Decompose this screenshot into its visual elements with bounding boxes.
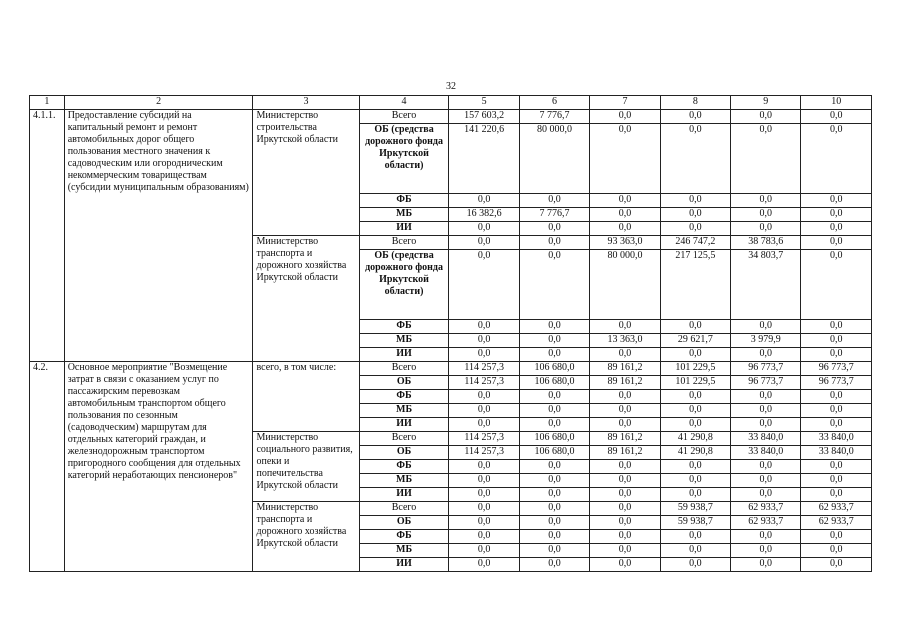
amount-cell: 0,0 bbox=[449, 194, 519, 208]
header-row bbox=[30, 96, 872, 110]
amount-cell: 62 933,7 bbox=[731, 502, 801, 516]
amount-cell: 96 773,7 bbox=[801, 376, 872, 390]
amount-cell: 0,0 bbox=[731, 558, 801, 572]
header-cell: 1 bbox=[30, 96, 65, 110]
amount-cell: 0,0 bbox=[449, 250, 519, 320]
amount-cell: 0,0 bbox=[660, 474, 730, 488]
amount-cell: 0,0 bbox=[731, 390, 801, 404]
amount-cell: 0,0 bbox=[590, 488, 660, 502]
amount-cell: 0,0 bbox=[519, 320, 589, 334]
funding-source: ФБ bbox=[359, 194, 449, 208]
amount-cell: 217 125,5 bbox=[660, 250, 730, 320]
amount-cell: 0,0 bbox=[449, 460, 519, 474]
amount-cell: 0,0 bbox=[801, 488, 872, 502]
amount-cell: 114 257,3 bbox=[449, 446, 519, 460]
funding-source: МБ bbox=[359, 334, 449, 348]
amount-cell: 0,0 bbox=[731, 544, 801, 558]
amount-cell: 0,0 bbox=[590, 404, 660, 418]
funding-source: Всего bbox=[359, 502, 449, 516]
amount-cell: 33 840,0 bbox=[801, 432, 872, 446]
amount-cell: 0,0 bbox=[449, 558, 519, 572]
amount-cell: 0,0 bbox=[731, 488, 801, 502]
amount-cell: 0,0 bbox=[731, 474, 801, 488]
amount-cell: 0,0 bbox=[519, 558, 589, 572]
amount-cell: 0,0 bbox=[449, 404, 519, 418]
amount-cell: 0,0 bbox=[449, 530, 519, 544]
amount-cell: 0,0 bbox=[801, 110, 872, 124]
amount-cell: 0,0 bbox=[801, 124, 872, 194]
amount-cell: 59 938,7 bbox=[660, 502, 730, 516]
amount-cell: 0,0 bbox=[660, 390, 730, 404]
amount-cell: 0,0 bbox=[660, 124, 730, 194]
amount-cell: 7 776,7 bbox=[519, 110, 589, 124]
amount-cell: 0,0 bbox=[449, 418, 519, 432]
amount-cell: 0,0 bbox=[519, 544, 589, 558]
amount-cell: 0,0 bbox=[660, 530, 730, 544]
amount-cell: 0,0 bbox=[519, 418, 589, 432]
funding-source: Всего bbox=[359, 432, 449, 446]
amount-cell: 34 803,7 bbox=[731, 250, 801, 320]
header-cell: 10 bbox=[801, 96, 872, 110]
funding-source: ОБ bbox=[359, 446, 449, 460]
amount-cell: 0,0 bbox=[731, 460, 801, 474]
amount-cell: 0,0 bbox=[660, 404, 730, 418]
header-cell: 2 bbox=[64, 96, 253, 110]
amount-cell: 38 783,6 bbox=[731, 236, 801, 250]
amount-cell: 0,0 bbox=[519, 250, 589, 320]
header-cell: 9 bbox=[731, 96, 801, 110]
amount-cell: 101 229,5 bbox=[660, 362, 730, 376]
amount-cell: 62 933,7 bbox=[801, 502, 872, 516]
amount-cell: 0,0 bbox=[449, 334, 519, 348]
amount-cell: 0,0 bbox=[519, 488, 589, 502]
amount-cell: 0,0 bbox=[590, 348, 660, 362]
amount-cell: 0,0 bbox=[519, 460, 589, 474]
amount-cell: 0,0 bbox=[590, 320, 660, 334]
funding-source: МБ bbox=[359, 404, 449, 418]
amount-cell: 0,0 bbox=[801, 208, 872, 222]
amount-cell: 0,0 bbox=[449, 236, 519, 250]
funding-source: ОБ (средства дорожного фонда Иркутской области) bbox=[359, 250, 449, 320]
amount-cell: 106 680,0 bbox=[519, 376, 589, 390]
amount-cell: 157 603,2 bbox=[449, 110, 519, 124]
amount-cell: 93 363,0 bbox=[590, 236, 660, 250]
amount-cell: 0,0 bbox=[731, 320, 801, 334]
activity-code: 4.2. bbox=[30, 362, 65, 572]
amount-cell: 0,0 bbox=[731, 124, 801, 194]
header-cell: 5 bbox=[449, 96, 519, 110]
funding-source: МБ bbox=[359, 544, 449, 558]
amount-cell: 3 979,9 bbox=[731, 334, 801, 348]
amount-cell: 13 363,0 bbox=[590, 334, 660, 348]
amount-cell: 96 773,7 bbox=[801, 362, 872, 376]
amount-cell: 7 776,7 bbox=[519, 208, 589, 222]
amount-cell: 0,0 bbox=[731, 404, 801, 418]
budget-table bbox=[29, 95, 872, 572]
amount-cell: 0,0 bbox=[590, 208, 660, 222]
amount-cell: 0,0 bbox=[449, 390, 519, 404]
amount-cell: 0,0 bbox=[801, 320, 872, 334]
funding-source: ОБ (средства дорожного фонда Иркутской области) bbox=[359, 124, 449, 194]
amount-cell: 0,0 bbox=[590, 124, 660, 194]
amount-cell: 0,0 bbox=[801, 194, 872, 208]
amount-cell: 0,0 bbox=[660, 460, 730, 474]
amount-cell: 0,0 bbox=[590, 544, 660, 558]
executor-name: Министерство социального развития, опеки и попечительства Иркутской области bbox=[253, 432, 359, 502]
amount-cell: 0,0 bbox=[519, 516, 589, 530]
table-row bbox=[30, 110, 872, 124]
amount-cell: 114 257,3 bbox=[449, 432, 519, 446]
page-number: 32 bbox=[446, 81, 456, 92]
amount-cell: 114 257,3 bbox=[449, 362, 519, 376]
amount-cell: 0,0 bbox=[731, 110, 801, 124]
amount-cell: 114 257,3 bbox=[449, 376, 519, 390]
funding-source: ИИ bbox=[359, 222, 449, 236]
amount-cell: 0,0 bbox=[519, 236, 589, 250]
amount-cell: 246 747,2 bbox=[660, 236, 730, 250]
header-cell: 4 bbox=[359, 96, 449, 110]
table-body bbox=[30, 110, 872, 572]
amount-cell: 89 161,2 bbox=[590, 446, 660, 460]
amount-cell: 0,0 bbox=[590, 558, 660, 572]
amount-cell: 0,0 bbox=[801, 558, 872, 572]
amount-cell: 0,0 bbox=[590, 222, 660, 236]
amount-cell: 62 933,7 bbox=[731, 516, 801, 530]
amount-cell: 0,0 bbox=[731, 418, 801, 432]
amount-cell: 0,0 bbox=[801, 348, 872, 362]
amount-cell: 0,0 bbox=[660, 418, 730, 432]
amount-cell: 0,0 bbox=[660, 558, 730, 572]
table-row bbox=[30, 362, 872, 376]
header-cell: 3 bbox=[253, 96, 359, 110]
funding-source: МБ bbox=[359, 208, 449, 222]
amount-cell: 0,0 bbox=[590, 110, 660, 124]
funding-source: Всего bbox=[359, 110, 449, 124]
funding-source: Всего bbox=[359, 236, 449, 250]
executor-name: Министерство транспорта и дорожного хозяйства Иркутской области bbox=[253, 502, 359, 572]
amount-cell: 0,0 bbox=[801, 530, 872, 544]
amount-cell: 141 220,6 bbox=[449, 124, 519, 194]
funding-source: ФБ bbox=[359, 320, 449, 334]
amount-cell: 0,0 bbox=[449, 348, 519, 362]
amount-cell: 0,0 bbox=[731, 194, 801, 208]
activity-name: Основное мероприятие "Возмещение затрат в связи с оказанием услуг по пассажирским перевозкам автомобильным транспортом общего пользования по сезонным (садоводческим) маршрутам для отдельных категорий граждан, и железнодорожным транспортом пригородного сообщения для отдельных категорий неработающих пенсионеров" bbox=[64, 362, 253, 572]
amount-cell: 41 290,8 bbox=[660, 432, 730, 446]
amount-cell: 89 161,2 bbox=[590, 432, 660, 446]
funding-source: ФБ bbox=[359, 460, 449, 474]
amount-cell: 0,0 bbox=[519, 334, 589, 348]
executor-name: Министерство транспорта и дорожного хозяйства Иркутской области bbox=[253, 236, 359, 362]
amount-cell: 89 161,2 bbox=[590, 376, 660, 390]
amount-cell: 0,0 bbox=[731, 530, 801, 544]
amount-cell: 101 229,5 bbox=[660, 376, 730, 390]
amount-cell: 0,0 bbox=[449, 488, 519, 502]
amount-cell: 41 290,8 bbox=[660, 446, 730, 460]
amount-cell: 0,0 bbox=[519, 222, 589, 236]
funding-source: ИИ bbox=[359, 488, 449, 502]
amount-cell: 0,0 bbox=[731, 222, 801, 236]
amount-cell: 0,0 bbox=[660, 222, 730, 236]
funding-source: ФБ bbox=[359, 390, 449, 404]
amount-cell: 89 161,2 bbox=[590, 362, 660, 376]
executor-name: всего, в том числе: bbox=[253, 362, 359, 432]
amount-cell: 0,0 bbox=[801, 250, 872, 320]
header-cell: 7 bbox=[590, 96, 660, 110]
amount-cell: 96 773,7 bbox=[731, 362, 801, 376]
amount-cell: 29 621,7 bbox=[660, 334, 730, 348]
amount-cell: 0,0 bbox=[801, 222, 872, 236]
amount-cell: 0,0 bbox=[731, 348, 801, 362]
amount-cell: 80 000,0 bbox=[519, 124, 589, 194]
funding-source: ОБ bbox=[359, 516, 449, 530]
funding-source: ИИ bbox=[359, 418, 449, 432]
amount-cell: 96 773,7 bbox=[731, 376, 801, 390]
amount-cell: 0,0 bbox=[660, 194, 730, 208]
amount-cell: 0,0 bbox=[660, 544, 730, 558]
amount-cell: 0,0 bbox=[449, 222, 519, 236]
amount-cell: 16 382,6 bbox=[449, 208, 519, 222]
amount-cell: 0,0 bbox=[519, 194, 589, 208]
amount-cell: 0,0 bbox=[519, 502, 589, 516]
amount-cell: 0,0 bbox=[519, 390, 589, 404]
amount-cell: 0,0 bbox=[660, 320, 730, 334]
amount-cell: 0,0 bbox=[590, 460, 660, 474]
funding-source: ИИ bbox=[359, 348, 449, 362]
amount-cell: 0,0 bbox=[801, 390, 872, 404]
amount-cell: 0,0 bbox=[519, 404, 589, 418]
amount-cell: 33 840,0 bbox=[801, 446, 872, 460]
amount-cell: 0,0 bbox=[660, 488, 730, 502]
funding-source: МБ bbox=[359, 474, 449, 488]
activity-code: 4.1.1. bbox=[30, 110, 65, 362]
amount-cell: 80 000,0 bbox=[590, 250, 660, 320]
header-cell: 8 bbox=[660, 96, 730, 110]
amount-cell: 0,0 bbox=[731, 208, 801, 222]
amount-cell: 0,0 bbox=[449, 516, 519, 530]
amount-cell: 0,0 bbox=[519, 348, 589, 362]
amount-cell: 0,0 bbox=[801, 460, 872, 474]
amount-cell: 106 680,0 bbox=[519, 362, 589, 376]
amount-cell: 0,0 bbox=[590, 516, 660, 530]
executor-name: Министерство строительства Иркутской области bbox=[253, 110, 359, 236]
amount-cell: 0,0 bbox=[519, 530, 589, 544]
amount-cell: 106 680,0 bbox=[519, 432, 589, 446]
amount-cell: 0,0 bbox=[660, 348, 730, 362]
funding-source: ФБ bbox=[359, 530, 449, 544]
amount-cell: 0,0 bbox=[801, 544, 872, 558]
amount-cell: 0,0 bbox=[590, 502, 660, 516]
amount-cell: 0,0 bbox=[801, 418, 872, 432]
funding-source: Всего bbox=[359, 362, 449, 376]
amount-cell: 0,0 bbox=[590, 194, 660, 208]
amount-cell: 0,0 bbox=[590, 474, 660, 488]
amount-cell: 0,0 bbox=[801, 236, 872, 250]
amount-cell: 0,0 bbox=[519, 474, 589, 488]
amount-cell: 33 840,0 bbox=[731, 432, 801, 446]
amount-cell: 0,0 bbox=[801, 474, 872, 488]
amount-cell: 0,0 bbox=[449, 544, 519, 558]
funding-source: ИИ bbox=[359, 558, 449, 572]
amount-cell: 0,0 bbox=[590, 418, 660, 432]
funding-source: ОБ bbox=[359, 376, 449, 390]
amount-cell: 33 840,0 bbox=[731, 446, 801, 460]
amount-cell: 0,0 bbox=[801, 404, 872, 418]
amount-cell: 0,0 bbox=[590, 390, 660, 404]
header-cell: 6 bbox=[519, 96, 589, 110]
amount-cell: 0,0 bbox=[660, 110, 730, 124]
amount-cell: 0,0 bbox=[801, 334, 872, 348]
amount-cell: 0,0 bbox=[660, 208, 730, 222]
amount-cell: 62 933,7 bbox=[801, 516, 872, 530]
amount-cell: 0,0 bbox=[449, 474, 519, 488]
amount-cell: 0,0 bbox=[449, 320, 519, 334]
amount-cell: 0,0 bbox=[590, 530, 660, 544]
amount-cell: 59 938,7 bbox=[660, 516, 730, 530]
amount-cell: 0,0 bbox=[449, 502, 519, 516]
activity-name: Предоставление субсидий на капитальный ремонт и ремонт автомобильных дорог общего пользования местного значения к садоводческим или огородническим некоммерческим товариществам (субсидии муниципальным образованиям) bbox=[64, 110, 253, 362]
amount-cell: 106 680,0 bbox=[519, 446, 589, 460]
